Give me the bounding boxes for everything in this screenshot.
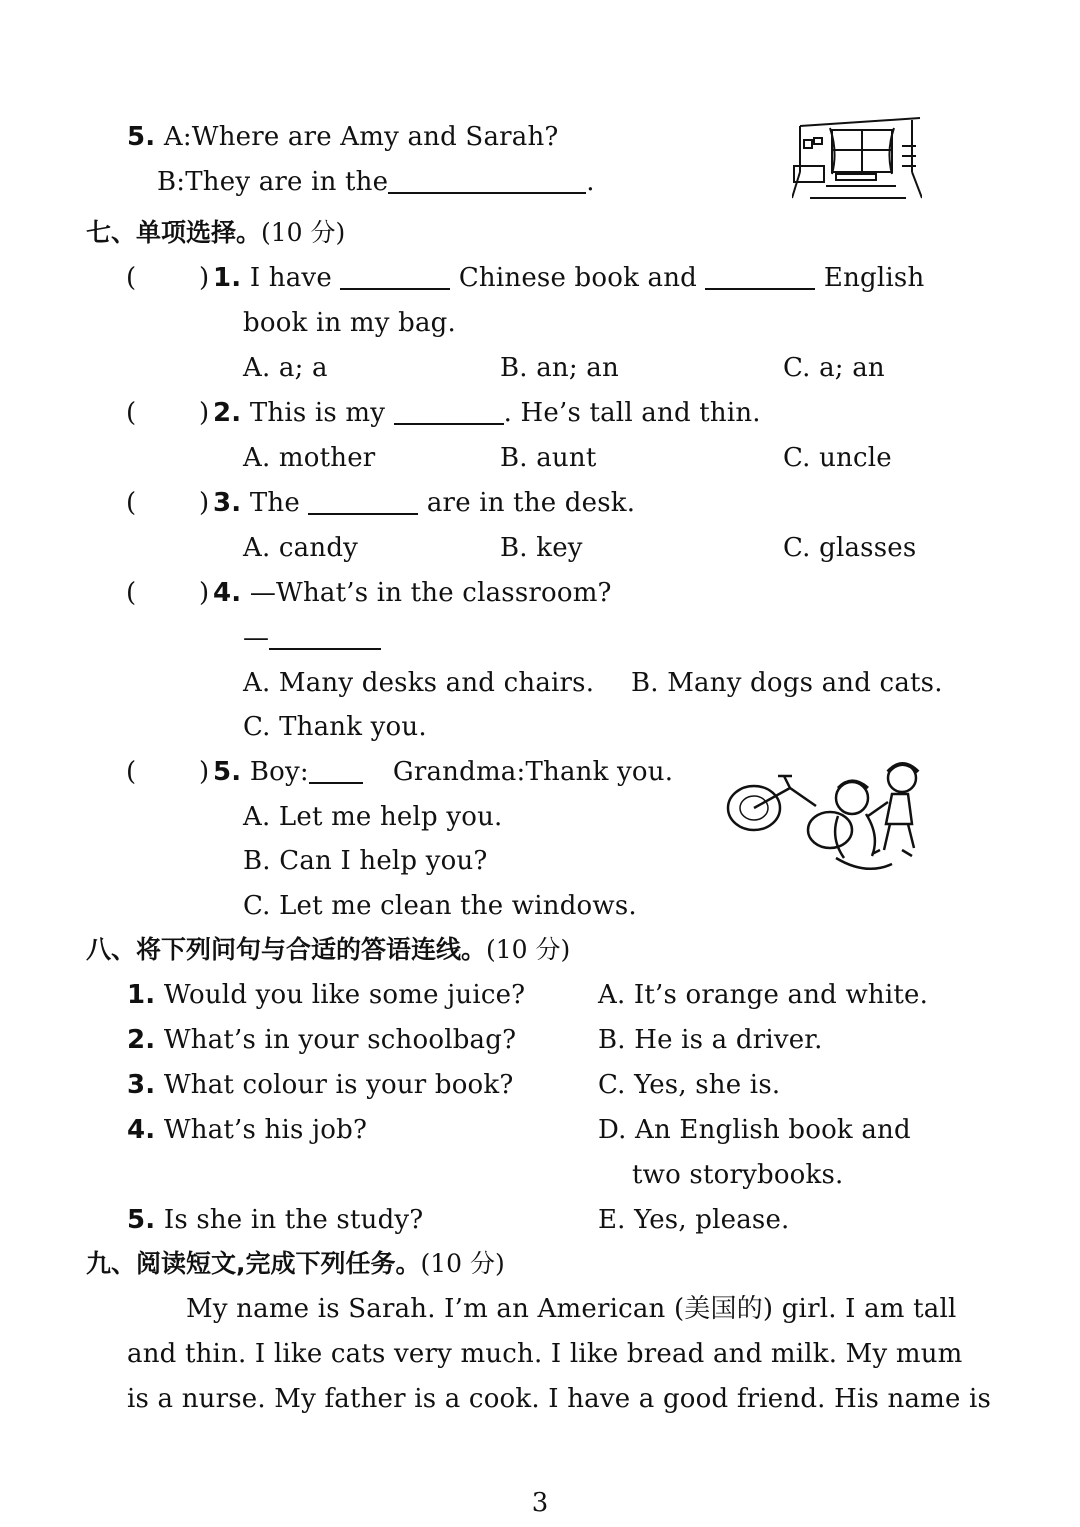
option-c: C. Thank you. [243,712,427,742]
match-answer-d-cont: two storybooks. [632,1160,844,1190]
option-a: A. Let me help you. [243,802,503,832]
option-b: B. an; an [500,353,619,383]
match-answer-b[interactable]: B. He is a driver. [598,1025,823,1055]
answer-paren-close: ) [199,578,210,608]
answer-paren-open[interactable]: ( [126,263,137,293]
match-answer-e[interactable]: E. Yes, please. [598,1205,790,1235]
match-answer-d[interactable]: D. An English book and [598,1115,911,1145]
option-a: A. a; a [243,353,328,383]
reading-passage-line: is a nurse. My father is a cook. I have a good friend. His name is [127,1384,992,1414]
mc-question-4-reply: — [243,623,381,653]
match-question-1[interactable]: 1. Would you like some juice? [127,980,526,1010]
living-room-illustration [792,116,922,202]
match-question-2[interactable]: 2. What’s in your schoolbag? [127,1025,517,1055]
answer-paren-close: ) [199,757,210,787]
match-answer-c[interactable]: C. Yes, she is. [598,1070,781,1100]
answer-blank[interactable] [308,491,418,515]
answer-blank[interactable] [705,266,815,290]
mc-question-4: 4. —What’s in the classroom? [213,578,612,608]
match-answer-a[interactable]: A. It’s orange and white. [598,980,929,1010]
section8-heading: 八、将下列问句与合适的答语连线。(10 分) [86,935,571,964]
answer-paren-open[interactable]: ( [126,757,137,787]
answer-paren-open[interactable]: ( [126,398,137,428]
answer-paren-close: ) [199,488,210,518]
mc-question-1: 1. I have Chinese book and English [213,263,925,293]
reading-passage-line: My name is Sarah. I’m an American (美国的) girl. I am tall [186,1294,957,1324]
option-c: C. glasses [783,533,917,563]
mc-question-5: 5. Boy: Grandma:Thank you. [213,757,674,787]
option-c: C. uncle [783,443,892,473]
mc-question-1-cont: book in my bag. [243,308,456,338]
option-c: C. Let me clean the windows. [243,891,637,921]
answer-blank[interactable] [309,760,363,784]
page-number: 3 [531,1488,549,1518]
answer-paren-close: ) [199,398,210,428]
answer-paren-open[interactable]: ( [126,488,137,518]
answer-blank[interactable] [269,626,381,650]
match-question-5[interactable]: 5. Is she in the study? [127,1205,424,1235]
q6-item5-line-b: B:They are in the . [157,167,595,197]
answer-paren-close: ) [199,263,210,293]
reading-passage-line: and thin. I like cats very much. I like bread and milk. My mum [127,1339,963,1369]
q6-item5-line-a: 5. A:Where are Amy and Sarah? [127,122,559,152]
option-b: B. Can I help you? [243,846,488,876]
match-question-4[interactable]: 4. What’s his job? [127,1115,368,1145]
answer-blank[interactable] [340,266,450,290]
match-question-3[interactable]: 3. What colour is your book? [127,1070,514,1100]
answer-blank[interactable] [388,170,586,194]
answer-blank[interactable] [394,401,504,425]
answer-paren-open[interactable]: ( [126,578,137,608]
option-b: B. Many dogs and cats. [631,668,943,698]
option-c: C. a; an [783,353,885,383]
option-a: A. candy [243,533,359,563]
mc-question-3: 3. The are in the desk. [213,488,636,518]
option-a: A. mother [243,443,376,473]
section9-heading: 九、阅读短文,完成下列任务。(10 分) [86,1249,505,1278]
mc-question-2: 2. This is my . He’s tall and thin. [213,398,761,428]
option-b: B. aunt [500,443,597,473]
option-b: B. key [500,533,583,563]
option-a: A. Many desks and chairs. [243,668,595,698]
boy-helping-grandma-illustration [726,758,932,880]
section7-heading: 七、单项选择。(10 分) [86,218,346,247]
